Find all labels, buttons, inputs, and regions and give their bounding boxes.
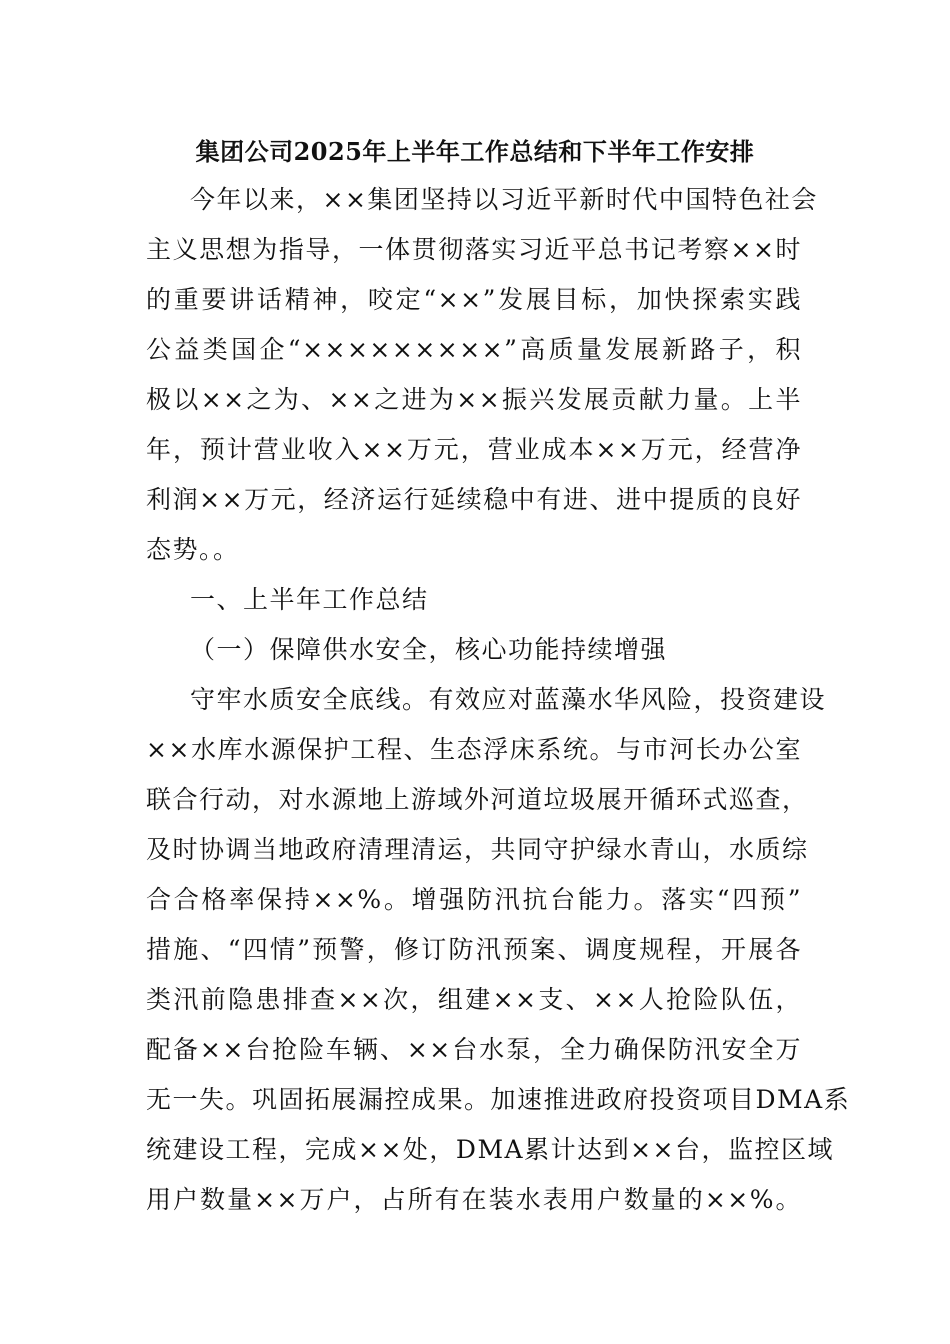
paragraph-2-line-5: 合合格率保持××%。增强防汛抗台能力。落实“四预” (146, 885, 802, 914)
paragraph-1-line-6: 年，预计营业收入××万元，营业成本××万元，经营净 (146, 435, 802, 464)
paragraph-2-line-1: 守牢水质安全底线。有效应对蓝藻水华风险，投资建设 (190, 685, 827, 714)
section-heading-1: 一、上半年工作总结 (190, 585, 429, 614)
paragraph-1-line-8: 态势。。 (146, 535, 240, 564)
paragraph-1-line-2: 主义思想为指导，一体贯彻落实习近平总书记考察××时 (146, 235, 802, 264)
paragraph-2-line-6: 措施、“四情”预警，修订防汛预案、调度规程，开展各 (146, 935, 802, 964)
subsection-heading-1: （一）保障供水安全，核心功能持续增强 (190, 635, 668, 664)
paragraph-1-line-5: 极以××之为、××之进为××振兴发展贡献力量。上半 (146, 385, 802, 414)
paragraph-2-line-11: 用户数量××万户，占所有在装水表用户数量的××%。 (146, 1185, 802, 1214)
paragraph-2-line-8: 配备××台抢险车辆、××台水泵，全力确保防汛安全万 (146, 1035, 802, 1064)
paragraph-1-line-3: 的重要讲话精神，咬定“××”发展目标，加快探索实践 (146, 285, 802, 314)
paragraph-1-line-1: 今年以来，××集团坚持以习近平新时代中国特色社会 (190, 185, 818, 214)
paragraph-2-line-3: 联合行动，对水源地上游域外河道垃圾展开循环式巡查， (146, 785, 809, 814)
paragraph-2-line-2: ××水库水源保护工程、生态浮床系统。与市河长办公室 (146, 735, 802, 764)
paragraph-2-line-9: 无一失。巩固拓展漏控成果。加速推进政府投资项目DMA系 (146, 1085, 851, 1114)
paragraph-1-line-7: 利润××万元，经济运行延续稳中有进、进中提质的良好 (146, 485, 802, 514)
document-title: 集团公司2025年上半年工作总结和下半年工作安排 (195, 137, 755, 166)
paragraph-2-line-4: 及时协调当地政府清理清运，共同守护绿水青山，水质综 (146, 835, 809, 864)
paragraph-2-line-10: 统建设工程，完成××处，DMA累计达到××台，监控区域 (146, 1135, 834, 1164)
paragraph-1-line-4: 公益类国企“×××××××××”高质量发展新路子，积 (146, 335, 802, 364)
paragraph-2-line-7: 类汛前隐患排查××次，组建××支、××人抢险队伍， (146, 985, 802, 1014)
